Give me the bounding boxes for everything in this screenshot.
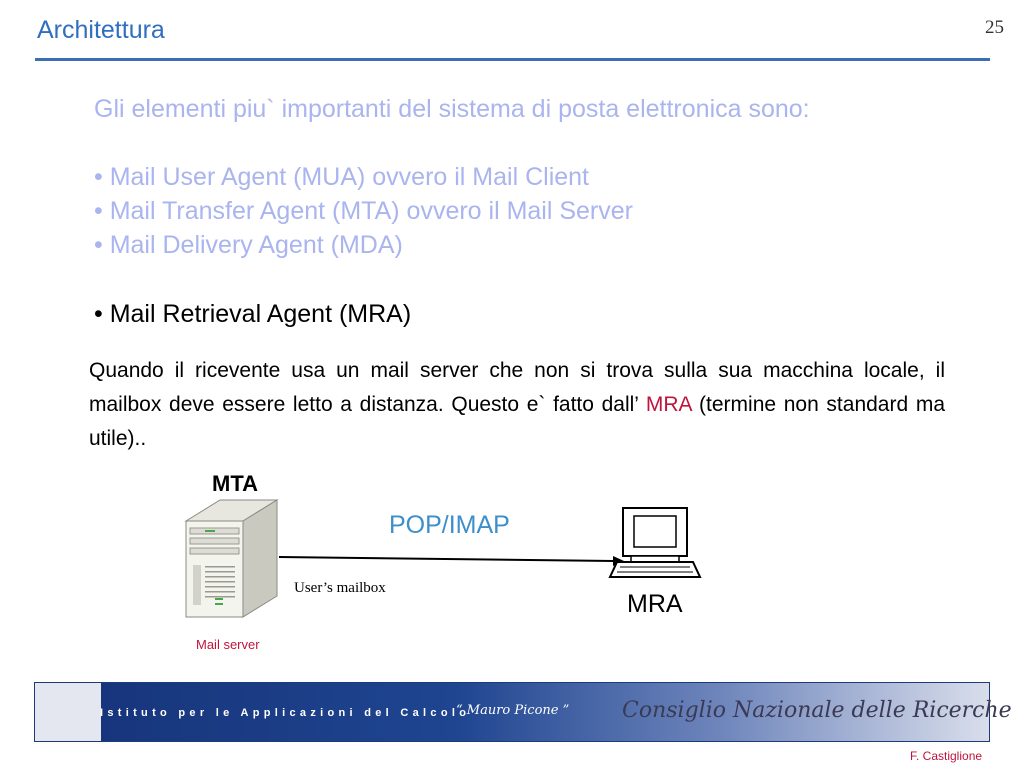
bullet-mda: • Mail Delivery Agent (MDA) <box>94 231 403 259</box>
server-icon <box>186 500 277 617</box>
institute-name: Istituto per le Applicazioni del Calcolo <box>100 707 471 719</box>
bullet-mra: • Mail Retrieval Agent (MRA) <box>94 300 412 328</box>
paragraph-text-after: (termine non standard ma utile).. <box>89 393 945 450</box>
mta-label: MTA <box>212 471 259 496</box>
bullet-mta: • Mail Transfer Agent (MTA) ovvero il Mail Server <box>94 197 633 225</box>
mailbox-label: User’s mailbox <box>294 580 386 596</box>
connection-arrow <box>279 556 624 566</box>
protocol-label: POP/IMAP <box>389 511 510 539</box>
computer-icon <box>610 508 700 577</box>
page-number: 25 <box>985 17 1004 38</box>
mra-label: MRA <box>627 590 683 618</box>
server-caption: Mail server <box>196 637 260 652</box>
author-credit: F. Castiglione <box>910 749 983 763</box>
paragraph-text-before: Quando il ricevente usa un mail server che non si trova sulla sua macchina locale, il mailbox deve essere letto a distanza. Questo e` fatto dall’ <box>89 359 945 416</box>
institute-named-after: “ Mauro Picone ” <box>456 703 570 718</box>
paragraph-highlight: MRA <box>645 393 692 416</box>
bullet-mua: • Mail User Agent (MUA) ovvero il Mail Client <box>94 163 589 191</box>
intro-text: Gli elementi piu` importanti del sistema di posta elettronica sono: <box>94 95 810 123</box>
council-name: Consiglio Nazionale delle Ricerche <box>622 698 1012 723</box>
slide-title: Architettura <box>37 16 165 44</box>
